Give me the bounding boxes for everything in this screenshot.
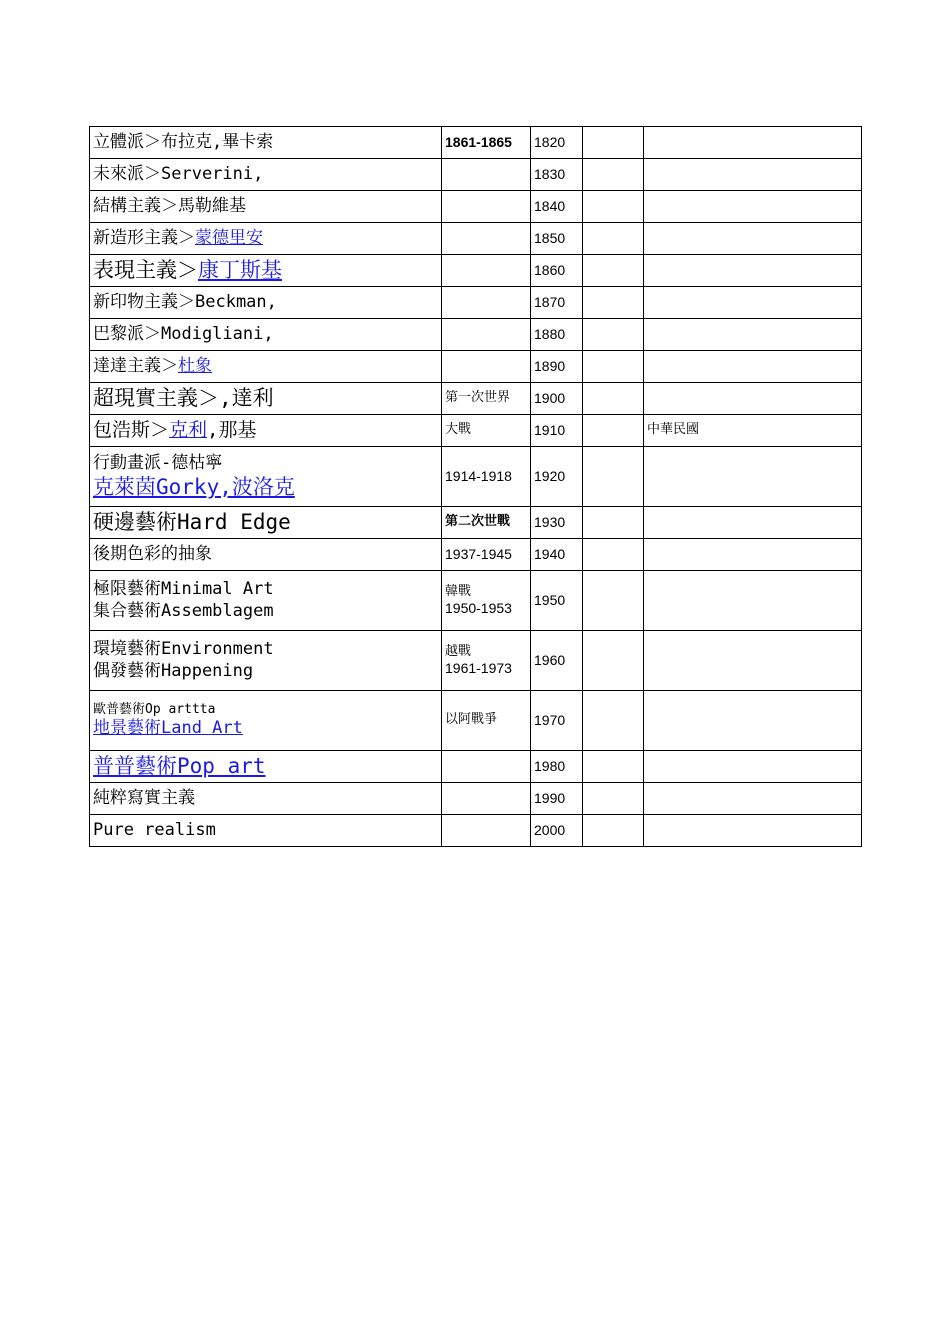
empty-cell [583,223,644,255]
note-cell [644,223,862,255]
war-cell [442,319,531,351]
movement-text: 新印物主義＞Beckman, [93,291,277,312]
movement-text: Pure realism [93,819,216,840]
movement-text-suffix: ,那基 [207,418,257,441]
movement-text: 硬邊藝術Hard Edge [93,510,291,535]
year-cell: 1850 [531,223,583,255]
note-cell: 中華民國 [644,415,862,447]
movement-cell [90,815,442,847]
movement-cell [90,447,442,507]
year-cell: 1870 [531,287,583,319]
table-row [90,159,862,191]
artist-link-duchamp[interactable]: 杜象 [178,355,212,376]
movement-cell [90,751,442,783]
table-row [90,751,862,783]
year-cell: 1930 [531,507,583,539]
war-cell [442,127,531,159]
note-cell [644,383,862,415]
table-row [90,351,862,383]
empty-cell [583,507,644,539]
movement-cell [90,507,442,539]
movement-cell [90,351,442,383]
empty-cell [583,191,644,223]
war-years: 1961-1973 [445,659,512,676]
table-row [90,383,862,415]
war-cell [442,351,531,383]
year-cell: 1990 [531,783,583,815]
year-cell: 1970 [531,691,583,751]
empty-cell [583,127,644,159]
movement-text: 純粹寫實主義 [93,787,195,808]
movement-cell [90,287,442,319]
war-cell: 第二次世戰 [442,507,531,539]
year-cell: 1960 [531,631,583,691]
empty-cell [583,255,644,287]
movement-cell [90,415,442,447]
year-cell: 1920 [531,447,583,507]
war-years: 1950-1953 [445,599,512,616]
note-cell [644,539,862,571]
movement-text: 結構主義＞馬勒維基 [93,195,246,216]
note-cell [644,571,862,631]
table-row [90,287,862,319]
note-cell [644,447,862,507]
war-cell: 以阿戰爭 [442,691,531,751]
war-cell [442,815,531,847]
empty-cell [583,783,644,815]
movement-cell [90,383,442,415]
war-text: 越戰 [445,643,472,659]
empty-cell [583,447,644,507]
war-cell: 1937-1945 [442,539,531,571]
note-cell [644,691,862,751]
table-row [90,691,862,751]
empty-cell [583,539,644,571]
artist-link-kandinsky[interactable]: 康丁斯基 [198,258,282,283]
empty-cell [583,631,644,691]
year-cell: 1830 [531,159,583,191]
empty-cell [583,415,644,447]
war-text: 韓戰 [445,583,472,599]
movement-cell [90,783,442,815]
movement-text: 立體派＞布拉克,畢卡索 [93,131,274,152]
table-row [90,631,862,691]
movement-cell [90,571,442,631]
movement-cell [90,631,442,691]
movement-cell [90,319,442,351]
year-cell: 1950 [531,571,583,631]
note-cell [644,255,862,287]
war-text: 1861-1865 [445,133,512,150]
table-row [90,507,862,539]
year-cell: 1980 [531,751,583,783]
note-cell [644,783,862,815]
movement-cell [90,691,442,751]
link-land-art[interactable]: 地景藝術Land Art [93,718,243,738]
movement-text: 新造形主義＞ [93,227,195,248]
movement-text: 歐普藝術Op arttta [93,701,216,717]
note-cell [644,159,862,191]
empty-cell [583,319,644,351]
note-cell [644,351,862,383]
year-cell: 1890 [531,351,583,383]
artist-link-mondrian[interactable]: 蒙德里安 [195,227,263,248]
empty-cell [583,287,644,319]
movement-text: 環境藝術Environment [93,639,274,660]
war-cell [442,159,531,191]
year-cell: 1940 [531,539,583,571]
table-row [90,783,862,815]
year-cell: 1880 [531,319,583,351]
table-row [90,127,862,159]
note-cell [644,815,862,847]
war-cell [442,287,531,319]
table-row [90,223,862,255]
table-row [90,539,862,571]
movement-cell [90,223,442,255]
note-cell [644,751,862,783]
movement-text: 達達主義＞ [93,355,178,376]
war-cell: 大戰 [442,415,531,447]
movement-text: 極限藝術Minimal Art [93,579,274,600]
movement-text: 表現主義＞ [93,258,198,283]
year-cell: 1900 [531,383,583,415]
war-cell: 第一次世界 [442,383,531,415]
artist-link-klee[interactable]: 克利 [169,418,208,441]
movement-text: 集合藝術Assemblagem [93,600,274,621]
war-cell [442,223,531,255]
war-cell [442,571,531,631]
note-cell [644,631,862,691]
note-cell [644,191,862,223]
table-row [90,415,862,447]
movement-text: 未來派＞Serverini, [93,163,264,184]
year-cell: 1860 [531,255,583,287]
movement-cell [90,127,442,159]
empty-cell [583,571,644,631]
war-cell [442,631,531,691]
movement-text: 偶發藝術Happening [93,660,254,681]
note-cell [644,507,862,539]
table-row [90,571,862,631]
movement-text: 包浩斯＞ [93,418,170,441]
table-row [90,815,862,847]
year-cell: 1910 [531,415,583,447]
note-cell [644,127,862,159]
war-cell: 1914-1918 [442,447,531,507]
link-pop-art[interactable]: 普普藝術Pop art [93,754,266,779]
table-row [90,255,862,287]
year-cell: 1840 [531,191,583,223]
art-movements-table [89,126,862,847]
movement-text: 巴黎派＞Modigliani, [93,323,274,344]
movement-cell [90,539,442,571]
empty-cell [583,815,644,847]
table-row [90,319,862,351]
movement-text: 行動畫派-德枯寧 [93,452,223,473]
movement-text: 超現實主義＞,達利 [93,386,274,411]
year-cell: 1820 [531,127,583,159]
movement-cell [90,191,442,223]
empty-cell [583,691,644,751]
empty-cell [583,351,644,383]
empty-cell [583,383,644,415]
movement-text: 後期色彩的抽象 [93,543,212,564]
note-cell [644,287,862,319]
empty-cell [583,751,644,783]
table-row [90,447,862,507]
movement-cell [90,255,442,287]
table-row [90,191,862,223]
war-cell [442,751,531,783]
war-cell [442,783,531,815]
war-cell [442,191,531,223]
artist-link-gorky-pollock[interactable]: 克萊茵Gorky,波洛克 [93,475,295,499]
year-cell: 2000 [531,815,583,847]
empty-cell [583,159,644,191]
war-cell [442,255,531,287]
note-cell [644,319,862,351]
movement-cell [90,159,442,191]
